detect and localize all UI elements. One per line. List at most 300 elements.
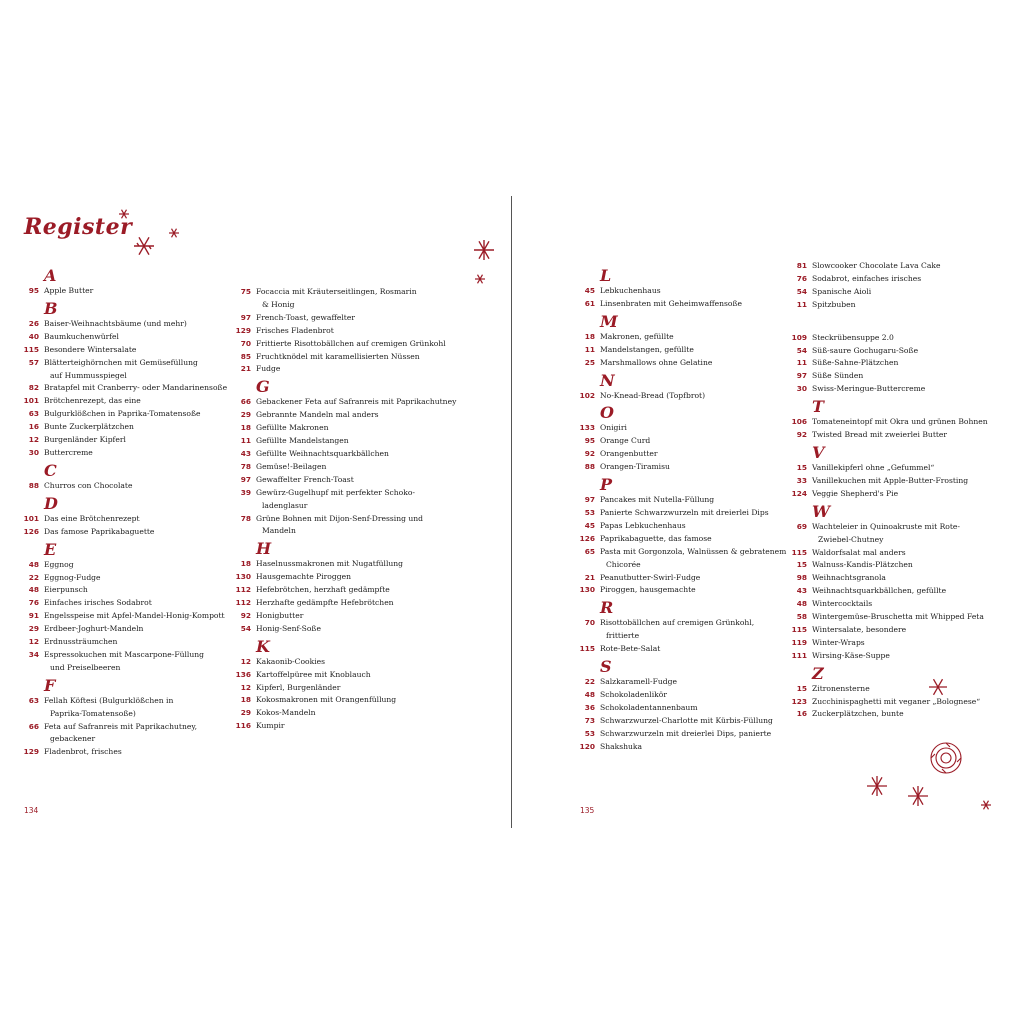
section-letter: O: [600, 403, 614, 423]
recipe-name-line: Gefüllte Weihnachtsquarkbällchen: [256, 448, 389, 458]
recipe-name: [812, 547, 1024, 560]
section-letter: V: [812, 442, 825, 462]
page-ref: 129: [235, 325, 251, 335]
page-ref: 116: [235, 721, 251, 731]
page-ref: 88: [584, 462, 595, 472]
recipe-name-line: Walnuss-Kandis-Plätzchen: [812, 560, 913, 570]
index-entry: [22, 447, 262, 460]
page-ref: 111: [791, 650, 807, 660]
index-entry: [790, 370, 1024, 383]
recipe-name-line: Baiser-Weihnachtsbäume (und mehr): [44, 318, 187, 328]
index-entry: [578, 715, 818, 728]
recipe-name-line: Fruchtknödel mit karamellisierten Nüssen: [256, 351, 420, 361]
recipe-name-line: Haselnussmakronen mit Nugatfüllung: [256, 559, 404, 569]
index-entry: [578, 728, 818, 741]
recipe-name-line: Churros con Chocolate: [44, 480, 133, 490]
index-entry: [790, 383, 1024, 396]
section-letter: S: [600, 657, 612, 677]
index-entry: [22, 513, 262, 526]
recipe-name: [812, 416, 1024, 429]
recipe-name: [600, 422, 818, 435]
recipe-name: [600, 390, 818, 403]
snowflake-icon: [907, 785, 929, 807]
page-ref: 15: [796, 683, 807, 693]
page-ref: 54: [796, 345, 807, 355]
page-ref: 21: [240, 364, 251, 374]
page-ref: 16: [796, 709, 807, 719]
recipe-name: [600, 448, 818, 461]
recipe-name-line: Pancakes mit Nutella-Füllung: [600, 495, 715, 505]
index-entry: [22, 597, 262, 610]
recipe-name-line: Kipferl, Burgenländer: [256, 682, 341, 692]
index-entry: [22, 421, 262, 434]
page-ref: 102: [579, 390, 595, 400]
recipe-name-line: Sodabrot, einfaches irisches: [812, 273, 922, 283]
recipe-name-line: Grüne Bohnen mit Dijon-Senf-Dressing und: [256, 513, 424, 523]
recipe-name-line: Rote-Bete-Salat: [600, 644, 661, 654]
page-ref: 29: [28, 624, 39, 634]
recipe-name: [600, 507, 818, 520]
page-ref: 95: [28, 286, 39, 295]
recipe-name-line: Shakshuka: [600, 741, 643, 751]
index-column-2: [234, 286, 474, 733]
recipe-name: [256, 707, 474, 720]
index-entry: [790, 273, 1024, 286]
page-ref: 123: [791, 696, 807, 706]
recipe-name-line: Pasta mit Gorgonzola, Walnüssen & gebratenem: [600, 546, 787, 556]
index-entry: [790, 572, 1024, 585]
recipe-name-line: Honigbutter: [256, 610, 304, 620]
index-entry: [234, 694, 474, 707]
section-letter: Z: [812, 663, 824, 683]
index-entry: [578, 494, 818, 507]
index-entry: [22, 408, 262, 421]
recipe-name: [44, 559, 262, 572]
page-ref: 75: [240, 287, 251, 296]
snowflake-icon: [168, 227, 180, 239]
index-entry: [234, 312, 474, 325]
page-ref: 112: [235, 598, 251, 608]
recipe-name-line: Honig-Senf-Soße: [256, 623, 321, 633]
recipe-name: [256, 422, 474, 435]
page-ref: 25: [584, 357, 595, 367]
page-ref: 66: [28, 721, 39, 731]
index-entry: [578, 435, 818, 448]
index-entry: [234, 487, 474, 513]
snowflake-icon: [133, 235, 155, 257]
page-ref: 95: [584, 436, 595, 446]
recipe-name: [812, 696, 1024, 709]
recipe-name: [256, 338, 474, 351]
recipe-name: [44, 636, 262, 649]
page-ref: 101: [23, 513, 39, 523]
index-entry: [578, 741, 818, 754]
page-ref: 57: [28, 357, 39, 367]
index-entry: [790, 429, 1024, 442]
recipe-name-line: Blätterteighörnchen mit Gemüsefüllung: [44, 357, 198, 367]
recipe-name: [812, 708, 1024, 721]
recipe-name-line: Papas Lebkuchenhaus: [600, 520, 686, 530]
recipe-name-line: Apple Butter: [44, 286, 94, 295]
recipe-name-line: Burgenländer Kipferl: [44, 435, 126, 445]
recipe-name-line: Kartoffelpüree mit Knoblauch: [256, 669, 371, 679]
recipe-name: [44, 695, 262, 721]
page-ref: 98: [796, 573, 807, 583]
index-entry: [790, 521, 1024, 547]
index-column-4: [790, 260, 1024, 721]
section-letter: N: [600, 370, 615, 390]
recipe-name-line: Erdbeer-Joghurt-Mandeln: [44, 624, 144, 634]
recipe-name-line: Kokosmakronen mit Orangenfüllung: [256, 695, 397, 705]
page-ref: 30: [28, 447, 39, 457]
recipe-name-line: Wirsing-Käse-Suppe: [812, 650, 890, 660]
recipe-name: [812, 683, 1024, 696]
page-ref: 133: [579, 423, 595, 433]
recipe-name: [600, 584, 818, 597]
recipe-name-line: No-Knead-Bread (Topfbrot): [600, 390, 706, 400]
page-ref: 48: [796, 599, 807, 609]
index-entry: [578, 390, 818, 403]
page-ref: 54: [240, 623, 251, 633]
snowflake-icon: [980, 799, 992, 811]
recipe-name-line: Feta auf Safranreis mit Paprikachutney,: [44, 721, 198, 731]
recipe-name: [256, 610, 474, 623]
page-title: Register: [24, 214, 133, 240]
index-entry: [790, 585, 1024, 598]
recipe-name: [44, 480, 262, 493]
index-entry: [790, 637, 1024, 650]
page-ref: 54: [796, 286, 807, 296]
index-entry: [578, 507, 818, 520]
page-ref: 58: [796, 612, 807, 622]
index-entry: [22, 331, 262, 344]
index-entry: [234, 597, 474, 610]
recipe-name: [600, 435, 818, 448]
page-ref: 97: [584, 495, 595, 505]
index-entry: [22, 746, 262, 759]
page-ref: 124: [791, 488, 807, 498]
page-ref: 36: [584, 702, 595, 712]
recipe-name-line: Makronen, gefüllte: [600, 331, 674, 341]
index-entry: [234, 682, 474, 695]
recipe-name-line: Erdnussträumchen: [44, 637, 118, 647]
flower-ornament-icon: [928, 740, 964, 776]
page-ref: 101: [23, 396, 39, 406]
index-entry: [234, 351, 474, 364]
page-ref: 12: [28, 435, 39, 445]
recipe-name-line: Süße Sünden: [812, 371, 864, 381]
index-entry: [234, 338, 474, 351]
recipe-name-line: Spanische Aioli: [812, 286, 872, 296]
recipe-name: [256, 286, 474, 312]
recipe-name: [44, 331, 262, 344]
index-entry: [22, 695, 262, 721]
recipe-name-line: Bratapfel mit Cranberry- oder Mandarinensoße: [44, 383, 228, 393]
index-entry: [578, 448, 818, 461]
index-entry: [234, 656, 474, 669]
recipe-name: [44, 721, 262, 747]
section-letter: A: [44, 266, 57, 285]
recipe-name-continuation: auf Hummusspiegel: [50, 370, 127, 380]
recipe-name: [256, 597, 474, 610]
page-ref: 11: [796, 299, 807, 309]
recipe-name-continuation: Chicorée: [606, 559, 641, 569]
page-ref: 78: [240, 461, 251, 471]
recipe-name-continuation: frittierte: [606, 631, 640, 641]
recipe-name: [44, 526, 262, 539]
recipe-name: [256, 363, 474, 376]
page-ref: 16: [28, 422, 39, 432]
recipe-name: [600, 689, 818, 702]
index-entry: [790, 488, 1024, 501]
page-ref: 97: [240, 312, 251, 322]
recipe-name-line: Herzhafte gedämpfte Hefebrötchen: [256, 598, 394, 608]
recipe-name-continuation: und Preiselbeeren: [50, 662, 121, 672]
index-entry: [578, 546, 818, 572]
page-ref: 119: [791, 637, 807, 647]
section-letter: K: [256, 636, 270, 656]
index-entry: [790, 416, 1024, 429]
recipe-name: [812, 585, 1024, 598]
page-ref: 15: [796, 560, 807, 570]
page-ref: 85: [240, 351, 251, 361]
recipe-name: [44, 513, 262, 526]
recipe-name-line: Swiss-Meringue-Buttercreme: [812, 384, 926, 394]
recipe-name-line: Espressokuchen mit Mascarpone-Füllung: [44, 649, 204, 659]
index-entry: [22, 559, 262, 572]
recipe-name-line: Orangen-Tiramisu: [600, 462, 670, 472]
recipe-name-line: Piroggen, hausgemachte: [600, 585, 696, 595]
recipe-name: [256, 448, 474, 461]
page-ref: 29: [240, 410, 251, 420]
page-ref: 48: [584, 689, 595, 699]
recipe-name: [256, 513, 474, 539]
recipe-name: [256, 435, 474, 448]
recipe-name: [600, 285, 818, 298]
recipe-name: [600, 702, 818, 715]
recipe-name-line: Gewürz-Gugelhupf mit perfekter Schoko-: [256, 487, 415, 497]
recipe-name-line: Hefebrötchen, herzhaft gedämpfte: [256, 585, 390, 595]
page-ref: 129: [23, 747, 39, 757]
page-ref: 12: [28, 637, 39, 647]
recipe-name: [44, 746, 262, 759]
page-ref: 18: [240, 423, 251, 433]
page-ref: 45: [584, 520, 595, 530]
recipe-name-line: Frisches Fladenbrot: [256, 325, 334, 335]
recipe-name-line: Gefüllte Makronen: [256, 423, 329, 433]
index-column-1: [22, 265, 262, 759]
recipe-name: [600, 494, 818, 507]
page-ref: 53: [584, 507, 595, 517]
recipe-name-line: Schokoladentannenbaum: [600, 702, 698, 712]
index-entry: [578, 298, 818, 311]
recipe-name-line: Gebrannte Mandeln mal anders: [256, 410, 379, 420]
recipe-name: [600, 676, 818, 689]
index-entry: [790, 650, 1024, 663]
recipe-name-line: Waldorfsalat mal anders: [812, 547, 906, 557]
index-entry: [234, 610, 474, 623]
index-entry: [22, 395, 262, 408]
page-ref: 15: [796, 462, 807, 472]
section-letter: L: [600, 266, 612, 285]
recipe-name: [812, 299, 1024, 312]
recipe-name-line: Tomateneintopf mit Okra und grünen Bohnen: [812, 417, 988, 427]
recipe-name: [812, 462, 1024, 475]
recipe-name: [44, 649, 262, 675]
recipe-name-line: Kakaonib-Cookies: [256, 656, 326, 666]
index-entry: [578, 643, 818, 656]
index-entry: [234, 422, 474, 435]
page-ref: 115: [791, 624, 807, 634]
index-entry: [790, 696, 1024, 709]
section-letter: M: [600, 311, 618, 331]
index-entry: [22, 526, 262, 539]
book-gutter: [511, 196, 512, 828]
page-ref: 126: [579, 533, 595, 543]
recipe-name-line: Weihnachtsquarkbällchen, gefüllte: [812, 586, 947, 596]
page-ref: 78: [240, 513, 251, 523]
recipe-name-line: Twisted Bread mit zweierlei Butter: [812, 430, 948, 440]
page-ref: 92: [796, 430, 807, 440]
recipe-name-line: Gemüse!-Beilagen: [256, 461, 327, 471]
index-entry: [790, 475, 1024, 488]
index-entry: [578, 702, 818, 715]
index-entry: [790, 357, 1024, 370]
index-entry: [578, 357, 818, 370]
index-entry: [578, 422, 818, 435]
recipe-name: [812, 286, 1024, 299]
recipe-name: [44, 584, 262, 597]
index-entry: [22, 572, 262, 585]
recipe-name-line: Wintercocktails: [812, 599, 873, 609]
page-ref: 61: [584, 298, 595, 308]
recipe-name: [44, 610, 262, 623]
page-ref: 88: [28, 480, 39, 490]
recipe-name: [256, 669, 474, 682]
page-ref: 112: [235, 585, 251, 595]
recipe-name: [600, 546, 818, 572]
index-entry: [578, 344, 818, 357]
index-entry: [22, 344, 262, 357]
index-entry: [234, 435, 474, 448]
recipe-name-line: Süß-saure Gochugaru-Soße: [812, 345, 919, 355]
recipe-name: [256, 312, 474, 325]
page-ref: 109: [791, 332, 807, 342]
recipe-name: [256, 656, 474, 669]
recipe-name: [600, 617, 818, 643]
recipe-name: [44, 597, 262, 610]
recipe-name-line: Einfaches irisches Sodabrot: [44, 598, 152, 608]
recipe-name-line: Mandelstangen, gefüllte: [600, 344, 694, 354]
page-ref: 81: [796, 261, 807, 270]
recipe-name: [44, 421, 262, 434]
recipe-name-line: Besondere Wintersalate: [44, 344, 137, 354]
recipe-name: [256, 487, 474, 513]
recipe-name-line: Gewaffelter French-Toast: [256, 474, 354, 484]
recipe-name-line: Brötchenrezept, das eine: [44, 396, 141, 406]
index-entry: [790, 547, 1024, 560]
recipe-name-line: Schwarzwurzeln mit dreierlei Dips, panierte: [600, 728, 772, 738]
page-ref: 40: [28, 331, 39, 341]
page-ref: 39: [240, 487, 251, 497]
index-entry: [234, 584, 474, 597]
recipe-name: [600, 331, 818, 344]
recipe-name-line: Baumkuchenwürfel: [44, 331, 119, 341]
recipe-name-line: Lebkuchenhaus: [600, 286, 661, 295]
recipe-name-line: Spitzbuben: [812, 299, 856, 309]
recipe-name: [812, 429, 1024, 442]
recipe-name-line: Marshmallows ohne Gelatine: [600, 357, 713, 367]
page-ref: 43: [796, 586, 807, 596]
recipe-name: [600, 533, 818, 546]
index-entry: [234, 623, 474, 636]
recipe-name: [812, 475, 1024, 488]
page-ref: 18: [584, 331, 595, 341]
recipe-name-line: Onigiri: [600, 423, 627, 433]
recipe-name-line: Schwarzwurzel-Charlotte mit Kürbis-Füllung: [600, 715, 773, 725]
recipe-name: [256, 571, 474, 584]
index-entry: [790, 299, 1024, 312]
recipe-name: [812, 273, 1024, 286]
recipe-name: [600, 298, 818, 311]
recipe-name-line: Frittierte Risottobällchen auf cremigen Grünkohl: [256, 338, 446, 348]
recipe-name-line: Vanillekuchen mit Apple-Butter-Frosting: [812, 475, 969, 485]
index-entry: [790, 286, 1024, 299]
index-entry: [234, 513, 474, 539]
page-ref: 21: [584, 572, 595, 582]
section-letter: P: [600, 475, 613, 495]
page-ref: 130: [579, 585, 595, 595]
recipe-name: [600, 461, 818, 474]
recipe-name-line: Zitronensterne: [812, 683, 870, 693]
recipe-name-line: Süße-Sahne-Plätzchen: [812, 358, 899, 368]
recipe-name: [812, 521, 1024, 547]
page-ref: 106: [791, 417, 807, 427]
recipe-name-line: Eierpunsch: [44, 585, 88, 595]
recipe-name-continuation: Zwiebel-Chutney: [818, 534, 884, 544]
recipe-name-line: Gefüllte Mandelstangen: [256, 436, 349, 446]
index-column-3: [578, 265, 818, 753]
recipe-name: [812, 345, 1024, 358]
page-ref: 29: [240, 708, 251, 718]
page-ref: 12: [240, 656, 251, 666]
recipe-name-line: Eggnog-Fudge: [44, 572, 101, 582]
recipe-name: [256, 325, 474, 338]
recipe-name-line: Kokos-Mandeln: [256, 708, 316, 718]
recipe-name-continuation: & Honig: [262, 299, 295, 309]
page-ref: 92: [240, 610, 251, 620]
recipe-name-line: Bunte Zuckerplätzchen: [44, 422, 134, 432]
recipe-name-line: Orange Curd: [600, 436, 651, 446]
page-ref: 97: [240, 474, 251, 484]
page-ref: 26: [28, 318, 39, 328]
recipe-name-line: Wintergemüse-Bruschetta mit Whipped Feta: [812, 612, 984, 622]
recipe-name: [256, 474, 474, 487]
recipe-name-line: Zucchinispaghetti mit veganer „Bolognese“: [812, 696, 981, 706]
page-ref: 48: [28, 585, 39, 595]
recipe-name-line: French-Toast, gewaffelter: [256, 312, 355, 322]
recipe-name-continuation: Paprika-Tomatensoße): [50, 708, 136, 718]
recipe-name-line: Winter-Wraps: [812, 637, 865, 647]
recipe-name: [812, 357, 1024, 370]
recipe-name-line: Veggie Shepherd's Pie: [812, 488, 899, 498]
recipe-name: [256, 623, 474, 636]
recipe-name: [600, 344, 818, 357]
recipe-name: [44, 447, 262, 460]
index-entry: [578, 285, 818, 298]
recipe-name: [812, 572, 1024, 585]
page-ref: 115: [23, 344, 39, 354]
